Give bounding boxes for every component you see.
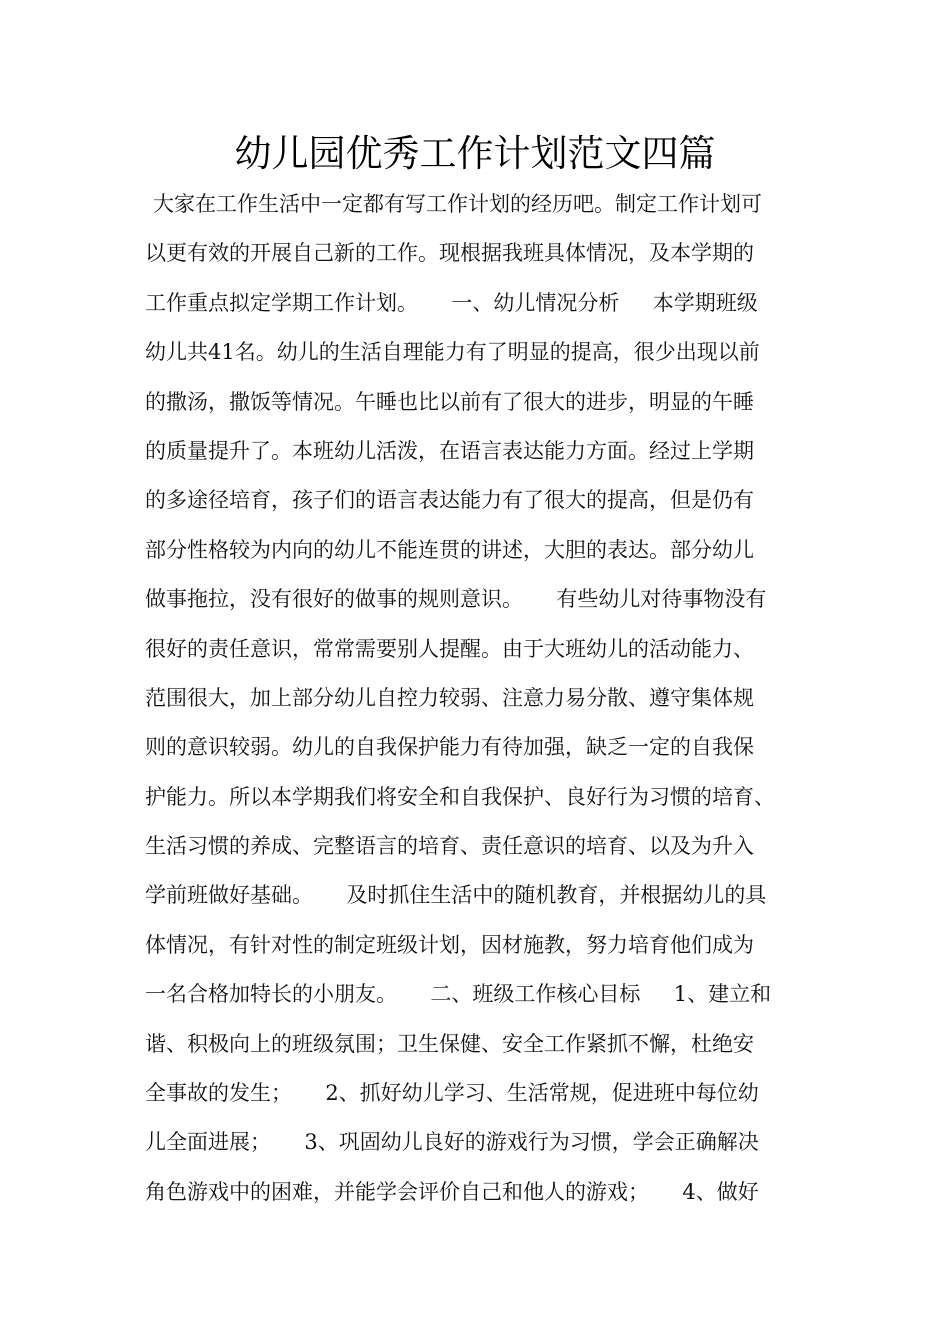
body-line: 全事故的发生； 2、抓好幼儿学习、生活常规，促进班中每位幼 bbox=[145, 1081, 759, 1106]
body-line: 儿全面进展； 3、巩固幼儿良好的游戏行为习惯，学会正确解决 bbox=[145, 1130, 759, 1155]
body-line: 幼儿共41名。幼儿的生活自理能力有了明显的提高，很少出现以前 bbox=[145, 340, 760, 365]
body-line: 范围很大，加上部分幼儿自控力较弱、注意力易分散、遵守集体规 bbox=[145, 685, 754, 710]
body-line: 做事拖拉，没有很好的做事的规则意识。 有些幼儿对待事物没有 bbox=[145, 587, 767, 612]
body-line: 生活习惯的养成、完整语言的培育、责任意识的培育、以及为升入 bbox=[145, 834, 754, 859]
body-line: 部分性格较为内向的幼儿不能连贯的讲述，大胆的表达。部分幼儿 bbox=[145, 537, 754, 562]
body-line: 大家在工作生活中一定都有写工作计划的经历吧。制定工作计划可 bbox=[153, 192, 762, 216]
body-line: 学前班做好基础。 及时抓住生活中的随机教育，并根据幼儿的具 bbox=[145, 883, 767, 908]
body-line: 护能力。所以本学期我们将安全和自我保护、良好行为习惯的培育、 bbox=[145, 784, 775, 809]
body-line: 的撒汤，撒饭等情况。午睡也比以前有了很大的进步，明显的午睡 bbox=[145, 389, 754, 414]
document-body bbox=[145, 180, 845, 1217]
body-line: 体情况，有针对性的制定班级计划，因材施教，努力培育他们成为 bbox=[145, 932, 754, 957]
body-line: 则的意识较弱。幼儿的自我保护能力有待加强，缺乏一定的自我保 bbox=[145, 735, 754, 760]
body-line: 一名合格加特长的小朋友。 二、班级工作核心目标 1、建立和 bbox=[145, 982, 772, 1007]
body-line: 的质量提升了。本班幼儿活泼，在语言表达能力方面。经过上学期 bbox=[145, 438, 754, 463]
body-line: 工作重点拟定学期工作计划。 一、幼儿情况分析 本学期班级 bbox=[145, 290, 758, 315]
body-line: 谐、积极向上的班级氛围；卫生保健、安全工作紧抓不懈，杜绝安 bbox=[145, 1031, 754, 1056]
body-line: 很好的责任意识，常常需要别人提醒。由于大班幼儿的活动能力、 bbox=[145, 636, 754, 661]
body-line: 的多途径培育，孩子们的语言表达能力有了很大的提高，但是仍有 bbox=[145, 488, 754, 513]
body-line: 以更有效的开展自己新的工作。现根据我班具体情况，及本学期的 bbox=[145, 241, 754, 266]
body-line: 角色游戏中的困难，并能学会评价自己和他人的游戏； 4、做好 bbox=[145, 1179, 759, 1204]
document-title: 幼儿园优秀工作计划范文四篇 bbox=[234, 132, 716, 175]
